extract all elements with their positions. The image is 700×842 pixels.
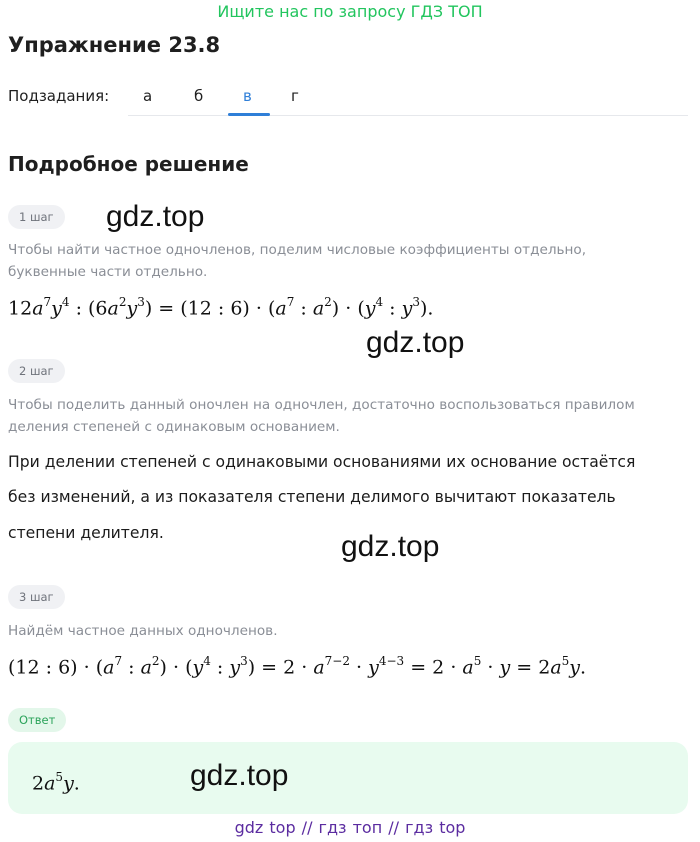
- step-2-hint-line-2: деления степеней с одинаковым основанием.: [8, 419, 340, 435]
- answer-badge: Ответ: [8, 708, 66, 732]
- answer-box: [8, 742, 688, 814]
- watermark: gdz.top: [190, 759, 289, 792]
- watermark: gdz.top: [106, 200, 205, 233]
- subtasks-divider: [128, 115, 688, 116]
- subtask-tab-b[interactable]: б: [194, 87, 204, 105]
- watermark: gdz.top: [366, 326, 465, 359]
- step-2-rule-line-1: При делении степеней с одинаковыми основаниями их основание остаётся: [8, 453, 636, 471]
- step-2-rule-line-2: без изменений, а из показателя степени делимого вычитают показатель: [8, 488, 616, 506]
- active-tab-indicator: [228, 113, 270, 116]
- subtask-tab-a[interactable]: а: [143, 87, 153, 105]
- subtask-tab-g[interactable]: г: [291, 87, 299, 105]
- page-title: Упражнение 23.8: [8, 33, 221, 57]
- section-title: Подробное решение: [8, 152, 249, 176]
- step-3-badge: 3 шаг: [8, 585, 65, 609]
- step-2-badge: 2 шаг: [8, 359, 65, 383]
- step-2-hint-line-1: Чтобы поделить данный оночлен на одночлен, достаточно воспользоваться правилом: [8, 397, 635, 413]
- step-1-formula: $12a^7y^4$ : $(6a^2y^3) = (12$ : $6) \cdot (a^7$ : $a^2) \cdot (y^4$ : $y^3$).: [8, 295, 434, 320]
- step-3-formula: (12 : $6) \cdot (a^7$ : $a^2) \cdot (y^4$ : $y^3) = 2 \cdot a^{7-2} \cdot y^{4-3} = 2 \cdot a^5 \cdot y = 2a^5y$.: [8, 654, 587, 679]
- answer-formula: $2a^5y$.: [32, 770, 80, 795]
- step-1-hint-line-2: буквенные части отдельно.: [8, 264, 208, 280]
- step-1-badge: 1 шаг: [8, 205, 65, 229]
- search-hint-banner: Ищите нас по запросу ГДЗ ТОП: [217, 2, 483, 21]
- watermark: gdz.top: [341, 530, 440, 563]
- subtasks-label: Подзадания:: [8, 87, 110, 105]
- step-2-rule-line-3: степени делителя.: [8, 524, 164, 542]
- footer-links: gdz top // гдз топ // гдз top: [234, 818, 466, 837]
- step-3-hint-line-1: Найдём частное данных одночленов.: [8, 623, 278, 639]
- step-1-hint-line-1: Чтобы найти частное одночленов, поделим числовые коэффициенты отдельно,: [8, 242, 587, 258]
- subtask-tab-v[interactable]: в: [243, 87, 252, 105]
